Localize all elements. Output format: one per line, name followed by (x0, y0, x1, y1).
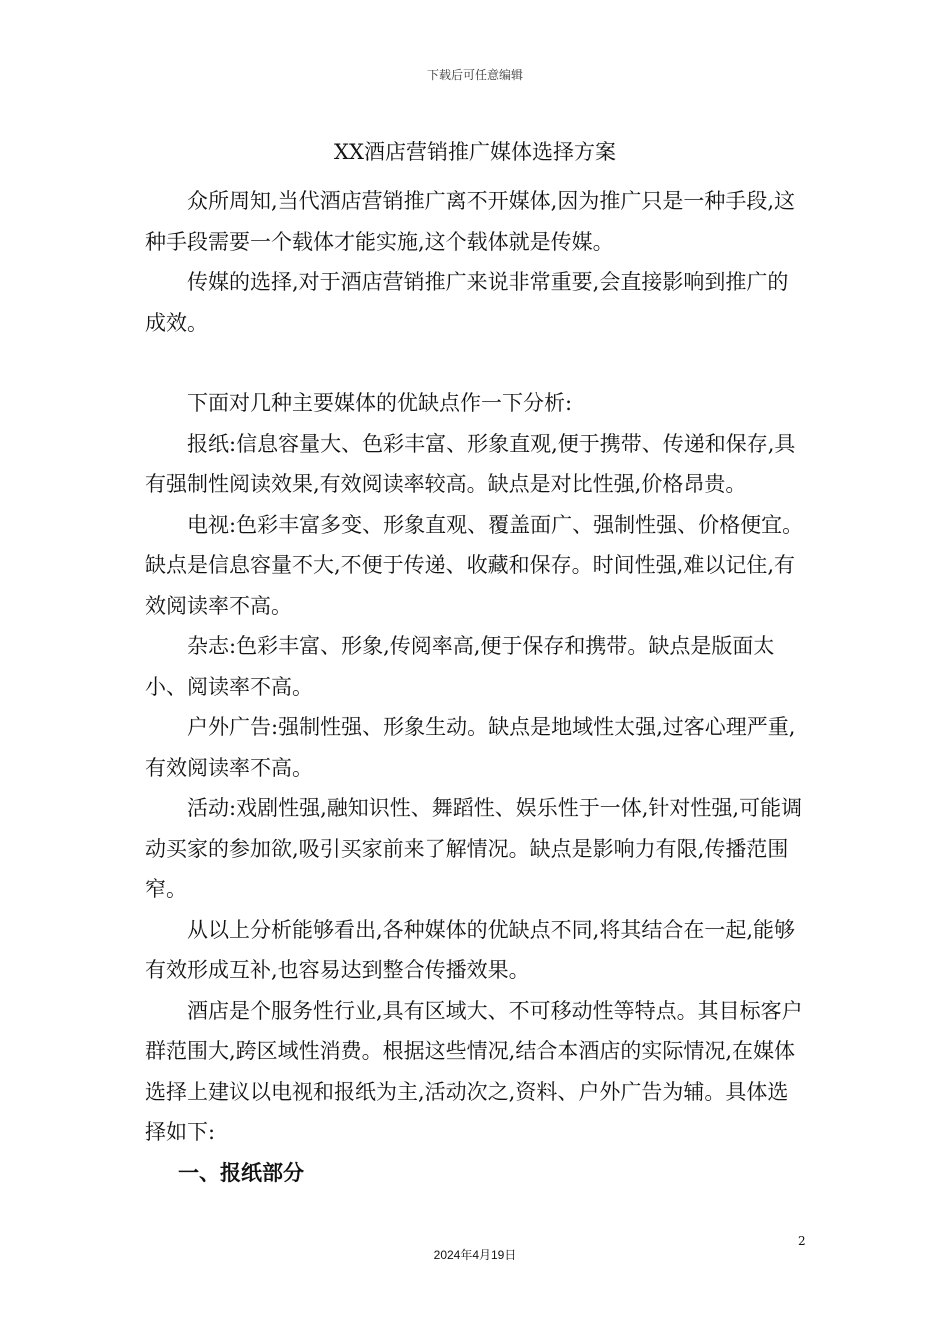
paragraph-magazine: 杂志:色彩丰富、形象,传阅率高,便于保存和携带。缺点是版面太小、阅读率不高。 (145, 634, 775, 699)
document-body (145, 181, 809, 1193)
document-title: XX酒店营销推广媒体选择方案 (334, 140, 616, 164)
paragraph-recommendation: 酒店是个服务性行业,具有区域大、不可移动性等特点。其目标客户群范围大,跨区域性消费。根据这些情况,结合本酒店的实际情况,在媒体选择上建议以电视和报纸为主,活动次之,资料、户外广告为辅。具体选择如下: (145, 998, 803, 1144)
paragraph-events: 活动:戏剧性强,融知识性、舞蹈性、娱乐性于一体,针对性强,可能调动买家的参加欲,吸引买家前来了解情况。缺点是影响力有限,传播范围窄。 (145, 796, 803, 901)
paragraph-television: 电视:色彩丰富多变、形象直观、覆盖面广、强制性强、价格便宜。缺点是信息容量不大,不便于传递、收藏和保存。时间性强,难以记住,有效阅读率不高。 (145, 512, 804, 618)
paragraph-outdoor-ads: 户外广告:强制性强、形象生动。缺点是地域性太强,过客心理严重,有效阅读率不高。 (145, 715, 796, 780)
paragraph-newspaper: 报纸:信息容量大、色彩丰富、形象直观,便于携带、传递和保存,具有强制性阅读效果,有效阅读率较高。缺点是对比性强,价格昂贵。 (145, 431, 796, 496)
page-number: 2 (798, 1234, 806, 1248)
paragraph-summary: 从以上分析能够看出,各种媒体的优缺点不同,将其结合在一起,能够有效形成互补,也容易达到整合传播效果。 (145, 917, 796, 982)
paragraph-intro: 众所周知,当代酒店营销推广离不开媒体,因为推广只是一种手段,这种手段需要一个载体才能实施,这个载体就是传媒。 (145, 189, 796, 254)
page-footer-date: 2024年4月19日 (433, 1248, 517, 1262)
paragraph-importance: 传媒的选择,对于酒店营销推广来说非常重要,会直接影响到推广的成效。 (145, 270, 789, 335)
page-header: 下载后可任意编辑 (426, 68, 523, 82)
paragraph-analysis-lead: 下面对几种主要媒体的优缺点作一下分析: (187, 391, 573, 415)
section-heading-newspaper: 一、报纸部分 (178, 1160, 304, 1185)
